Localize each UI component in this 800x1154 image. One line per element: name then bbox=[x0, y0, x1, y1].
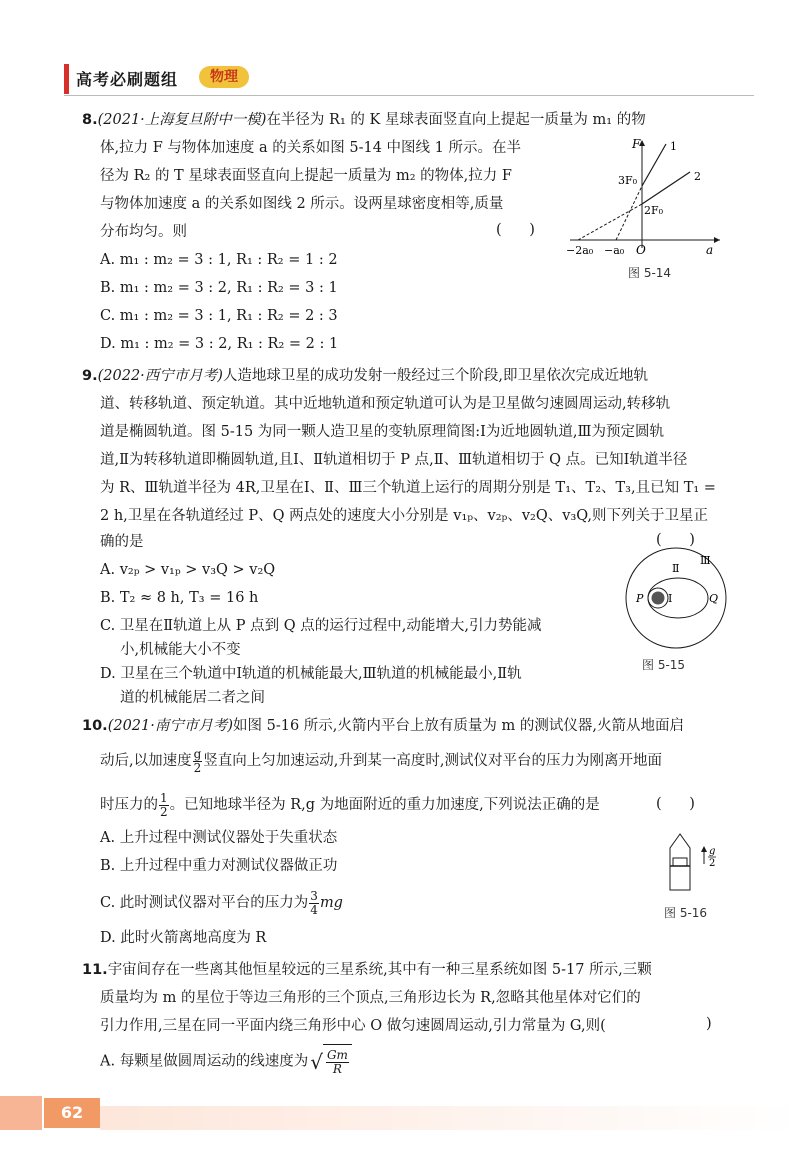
q10-frac3-num: 3 bbox=[310, 888, 318, 903]
fig514-x-arrow bbox=[714, 237, 720, 243]
q11-frac-den: R bbox=[332, 1061, 342, 1076]
q8-answer-bracket: ( ) bbox=[496, 222, 535, 238]
q10-frac3-den: 4 bbox=[310, 902, 318, 917]
page-number: 62 bbox=[44, 1098, 100, 1128]
q10-text-2a: 动后,以加速度 bbox=[100, 753, 192, 769]
fig514-line-1 bbox=[642, 144, 666, 186]
fig514-caption: 图 5-14 bbox=[628, 266, 672, 280]
q10-fraction-g-over-2 bbox=[193, 748, 203, 775]
q11-line-3: 引力作用,三星在同一平面内绕三角形中心 O 做匀速圆周运动,引力常量为 G,则( bbox=[100, 1018, 606, 1034]
q10-frac2-den: 2 bbox=[160, 804, 168, 819]
fig514-origin: O bbox=[636, 243, 646, 256]
q8-option-d: D. m₁ : m₂ = 3 : 2, R₁ : R₂ = 2 : 1 bbox=[100, 336, 339, 352]
q10-option-a: A. 上升过程中测试仪器处于失重状态 bbox=[100, 830, 338, 846]
q9-option-c-2: 小,机械能大小不变 bbox=[120, 642, 241, 658]
q9-text-1: 人造地球卫星的成功发射一般经过三个阶段,即卫星依次完成近地轨 bbox=[222, 368, 649, 384]
header-title: 高考必刷题组 bbox=[76, 70, 179, 89]
subject-badge: 物理 bbox=[199, 66, 249, 88]
q8-number: 8. bbox=[82, 112, 98, 128]
q9-option-d-2: 道的机械能居二者之间 bbox=[120, 690, 265, 706]
fig515-label-q: Q bbox=[709, 592, 719, 605]
fig514-line-2 bbox=[642, 172, 690, 204]
q10-line-3 bbox=[100, 790, 600, 820]
q8-line-3: 径为 R₂ 的 T 星球表面竖直向上提起一质量为 m₂ 的物体,拉力 F bbox=[100, 168, 512, 184]
figure-5-14 bbox=[560, 134, 730, 256]
fig514-tick-minus-2a0: −2a₀ bbox=[566, 244, 594, 256]
q11-option-a bbox=[100, 1044, 352, 1079]
earth-icon bbox=[652, 592, 665, 605]
q9-option-c-1: C. 卫星在Ⅱ轨道上从 P 点到 Q 点的运行过程中,动能增大,引力势能减 bbox=[100, 618, 542, 634]
q10-text-3b: 。已知地球半径为 R,g 为地面附近的重力加速度,下列说法正确的是 bbox=[169, 797, 600, 813]
header-divider bbox=[64, 95, 754, 96]
fig516-caption: 图 5-16 bbox=[664, 906, 708, 920]
q10-frac-den: 2 bbox=[193, 760, 202, 775]
q10-fraction-1-over-2 bbox=[159, 792, 169, 819]
q9-line-2: 道、转移轨道、预定轨道。其中近地轨道和预定轨道可认为是卫星做匀速圆周运动,转移轨 bbox=[100, 396, 671, 412]
q9-option-b: B. T₂ ≈ 8 h, T₃ = 16 h bbox=[100, 590, 259, 606]
q9-option-d-1: D. 卫星在三个轨道中Ⅰ轨道的机械能最大,Ⅲ轨道的机械能最小,Ⅱ轨 bbox=[100, 666, 522, 682]
fig514-line-1-extension bbox=[616, 186, 642, 240]
q10-frac2-num: 1 bbox=[160, 790, 168, 805]
fig514-x-label: a bbox=[706, 243, 714, 256]
q9-line-6: 2 h,卫星在各轨道经过 P、Q 两点处的速度大小分别是 v₁ₚ、v₂ₚ、v₂Q、v₃Q,则下列关于卫星正 bbox=[100, 508, 709, 524]
footer-gradient bbox=[100, 1106, 800, 1130]
q11-line-1 bbox=[82, 960, 652, 980]
q11-answer-bracket-close: ) bbox=[706, 1016, 712, 1032]
q10-source: (2021·南宁市月考) bbox=[107, 718, 234, 734]
fig515-caption: 图 5-15 bbox=[642, 658, 686, 672]
acceleration-arrowhead bbox=[701, 846, 707, 852]
q8-source: (2021·上海复旦附中一模) bbox=[97, 112, 267, 128]
q10-line-1 bbox=[82, 716, 684, 736]
q11-text-1: 宇宙间存在一些离其他恒星较远的三星系统,其中有一种三星系统如图 5-17 所示,三颗 bbox=[107, 962, 652, 978]
header-accent-bar bbox=[64, 64, 69, 94]
q11-option-a-text: A. 每颗星做圆周运动的线速度为 bbox=[100, 1053, 309, 1070]
fig514-label-2: 2 bbox=[694, 170, 701, 183]
q10-option-c-mg: mg bbox=[319, 895, 343, 911]
q10-fraction-3-over-4 bbox=[309, 890, 319, 917]
q9-source: (2022·西宁市月考) bbox=[97, 368, 223, 384]
q9-answer-bracket: ( ) bbox=[656, 532, 695, 548]
q10-answer-bracket: ( ) bbox=[656, 796, 695, 812]
fig515-label-2: Ⅱ bbox=[672, 562, 680, 575]
q8-line-1 bbox=[82, 110, 646, 130]
q10-text-1: 如图 5-16 所示,火箭内平台上放有质量为 m 的测试仪器,火箭从地面启 bbox=[233, 718, 684, 734]
q11-frac-num: Gm bbox=[326, 1047, 348, 1062]
q10-number: 10. bbox=[82, 718, 108, 734]
q8-line-4: 与物体加速度 a 的关系如图线 2 所示。设两星球密度相等,质量 bbox=[100, 196, 504, 212]
q9-line-1 bbox=[82, 366, 648, 386]
fig514-line-2-extension bbox=[578, 204, 642, 240]
fig515-label-p: P bbox=[636, 592, 644, 605]
q9-line-7: 确的是 bbox=[100, 534, 144, 550]
q11-fraction bbox=[326, 1049, 349, 1076]
q10-option-c bbox=[100, 888, 343, 918]
q11-number: 11. bbox=[82, 962, 108, 978]
q10-option-c-text: C. 此时测试仪器对平台的压力为 bbox=[100, 895, 309, 911]
fig516-acc-num: g bbox=[709, 846, 716, 857]
q9-line-4: 道,Ⅱ为转移轨道即椭圆轨道,且Ⅰ、Ⅱ轨道相切于 P 点,Ⅱ、Ⅲ轨道相切于 Q 点。已知Ⅰ轨道半径 bbox=[100, 452, 688, 468]
fig514-tick-minus-a0: −a₀ bbox=[604, 244, 625, 256]
q10-frac-num: g bbox=[193, 746, 202, 761]
fig515-label-3: Ⅲ bbox=[700, 554, 711, 567]
q11-line-2: 质量均为 m 的星位于等边三角形的三个顶点,三角形边长为 R,忽略其他星体对它们的 bbox=[100, 990, 641, 1006]
q8-text-1: 在半径为 R₁ 的 K 星球表面竖直向上提起一质量为 m₁ 的物 bbox=[266, 112, 646, 128]
fig514-tick-2f0: 2F₀ bbox=[644, 204, 664, 217]
figure-5-15 bbox=[612, 540, 742, 650]
q10-text-2b: 竖直向上匀加速运动,升到某一高度时,测试仪对平台的压力为刚离开地面 bbox=[203, 753, 663, 769]
q8-line-5: 分布均匀。则 bbox=[100, 224, 187, 240]
q8-option-c: C. m₁ : m₂ = 3 : 1, R₁ : R₂ = 2 : 3 bbox=[100, 308, 338, 324]
q10-option-b: B. 上升过程中重力对测试仪器做正功 bbox=[100, 858, 338, 874]
q9-line-3: 道是椭圆轨道。图 5-15 为同一颗人造卫星的变轨原理简图:Ⅰ为近地圆轨道,Ⅲ为预定圆轨 bbox=[100, 424, 664, 440]
q9-number: 9. bbox=[82, 368, 98, 384]
fig514-label-1: 1 bbox=[670, 140, 677, 153]
fig514-y-label: F bbox=[632, 137, 641, 151]
q8-option-b: B. m₁ : m₂ = 3 : 2, R₁ : R₂ = 3 : 1 bbox=[100, 280, 338, 296]
q10-line-2 bbox=[100, 746, 662, 776]
q10-option-d: D. 此时火箭离地高度为 R bbox=[100, 930, 267, 946]
q11-sqrt: √ $\frac{Gm}{R}$ bbox=[310, 1044, 352, 1079]
footer-accent-block bbox=[0, 1096, 42, 1130]
q10-text-3a: 时压力的 bbox=[100, 797, 158, 813]
figure-5-16 bbox=[660, 830, 730, 900]
q8-line-2: 体,拉力 F 与物体加速度 a 的关系如图 5-14 中图线 1 所示。在半 bbox=[100, 140, 521, 156]
q9-line-5: 为 R、Ⅲ轨道半径为 4R,卫星在Ⅰ、Ⅱ、Ⅲ三个轨道上运行的周期分别是 T₁、T₂、T₃,且已知 T₁ = bbox=[100, 480, 716, 496]
fig516-acc-den: 2 bbox=[709, 858, 716, 869]
q8-option-a: A. m₁ : m₂ = 3 : 1, R₁ : R₂ = 1 : 2 bbox=[100, 252, 338, 268]
rocket-instrument-box bbox=[673, 858, 687, 866]
fig515-label-1: Ⅰ bbox=[668, 592, 673, 605]
q9-option-a: A. v₂ₚ > v₁ₚ > v₃Q > v₂Q bbox=[100, 562, 276, 578]
fig514-tick-3f0: 3F₀ bbox=[618, 174, 638, 187]
